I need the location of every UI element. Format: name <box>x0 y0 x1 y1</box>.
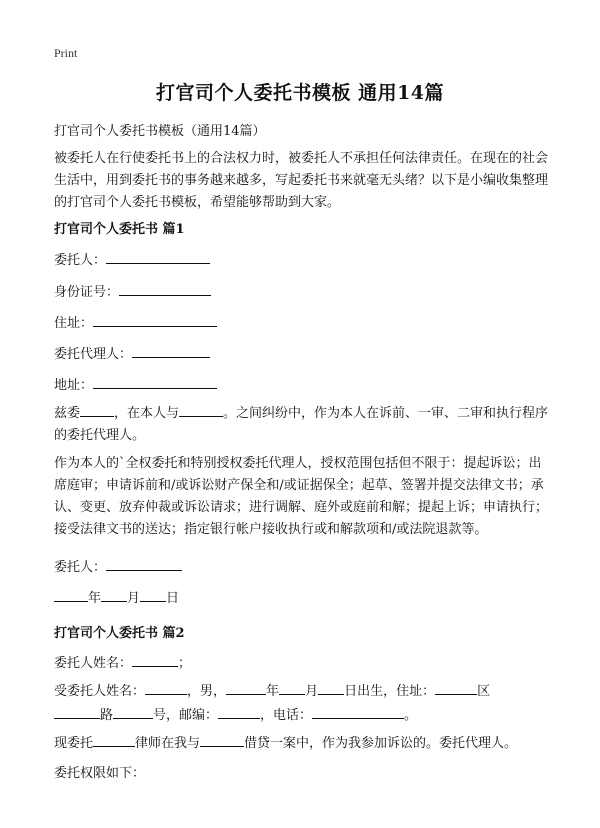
authority-line: 委托权限如下： <box>54 766 146 781</box>
road-label: 路 <box>100 708 114 723</box>
district-label: 区 <box>477 684 491 699</box>
date-line <box>54 587 179 606</box>
id-blank <box>119 281 211 296</box>
day-blank <box>140 587 166 602</box>
address-line <box>54 312 217 331</box>
postcode-blank <box>218 704 260 719</box>
address-label: 住址： <box>54 316 94 331</box>
entrust-blank-2 <box>179 402 223 417</box>
authorization-paragraph: 作为本人的`全权委托和特别授权委托代理人，授权范围包括但不限于：提起诉讼；出席庭审；申请诉前和/或诉讼财产保全和/或证据保全；起草、签署并提交法律文书；承认、变更、放弃仲裁或诉讼请求；进行调解、庭外或庭前和解；提起上诉；申请执行；接受法律文书的送达；指定银行帐户接收执行或和解款项和/或法院退款等。 <box>54 456 549 537</box>
client-line <box>54 249 210 268</box>
lawyer-text: 律师在我与 <box>135 736 201 751</box>
day-label: 日 <box>166 591 180 606</box>
id-label: 身份证号： <box>54 285 120 300</box>
month-label: 月 <box>127 591 141 606</box>
sign-line <box>54 556 182 575</box>
birth-year-label: 年 <box>266 684 280 699</box>
birth-year-blank <box>226 680 266 695</box>
entrust-blank-1 <box>80 402 114 417</box>
phone-blank <box>312 704 404 719</box>
agent-blank <box>132 343 210 358</box>
sign-label: 委托人： <box>54 560 107 575</box>
birth-address-text: 日出生，住址： <box>344 684 436 699</box>
entrust-paragraph <box>54 402 554 447</box>
agent-address-blank <box>93 374 217 389</box>
agent-label: 委托代理人： <box>54 347 133 362</box>
document-title: 打官司个人委托书模板 通用14篇 <box>155 82 445 104</box>
road-name-blank <box>54 704 100 719</box>
trustee-paragraph <box>54 680 566 728</box>
intro-paragraph: 被委托人在行使委托书上的合法权力时，被委托人不承担任何法律责任。在现在的社会生活中，用到委托书的事务越来越多，写起委托书来就毫无头绪？以下是小编收集整理的打官司个人委托书模板，希望能够帮助到大家。 <box>54 151 549 210</box>
client-name-line <box>54 652 191 671</box>
client-label: 委托人： <box>54 253 107 268</box>
trustee-label: 受委托人姓名： <box>54 684 146 699</box>
client-blank <box>106 249 210 264</box>
trustee-comma: ， <box>187 684 201 699</box>
phone-text: ，电话： <box>260 708 313 723</box>
opponent-blank <box>200 732 244 747</box>
year-blank <box>54 587 88 602</box>
entrust-text-c: 。之间纠纷中，作为本人在诉前、一审、二审和执行程序的委托代理人。 <box>54 406 549 443</box>
year-label: 年 <box>88 591 102 606</box>
sign-blank <box>106 556 182 571</box>
client-name-end: ； <box>178 656 192 671</box>
client-name-label: 委托人姓名： <box>54 656 133 671</box>
now-entrust-text: 现委托 <box>54 736 94 751</box>
birth-month-blank <box>279 680 305 695</box>
trustee-period: 。 <box>404 708 418 723</box>
section-1-heading: 打官司个人委托书 篇1 <box>54 222 185 237</box>
address-blank <box>93 312 217 327</box>
gender-text: 男， <box>200 684 227 699</box>
entrust-text-b: ，在本人与 <box>114 406 180 421</box>
client-name-blank <box>132 652 178 667</box>
loan-case-text: 借贷一案中，作为我参加诉讼的。委托代理人。 <box>244 736 518 751</box>
agent-address-label: 地址： <box>54 378 94 393</box>
agent-address-line <box>54 374 217 393</box>
birth-month-label: 月 <box>305 684 319 699</box>
district-blank <box>435 680 477 695</box>
postcode-text: 号，邮编： <box>153 708 219 723</box>
agent-line <box>54 343 210 362</box>
id-line <box>54 281 211 300</box>
entrust-text-a: 兹委 <box>54 406 81 421</box>
lawyer-blank <box>93 732 135 747</box>
lawyer-line <box>54 732 517 751</box>
section-2-heading: 打官司个人委托书 篇2 <box>54 626 185 641</box>
print-label[interactable]: Print <box>54 46 78 60</box>
trustee-name-blank <box>145 680 187 695</box>
number-blank <box>113 704 153 719</box>
birth-day-blank <box>318 680 344 695</box>
month-blank <box>101 587 127 602</box>
document-subtitle: 打官司个人委托书模板（通用14篇） <box>54 124 266 139</box>
